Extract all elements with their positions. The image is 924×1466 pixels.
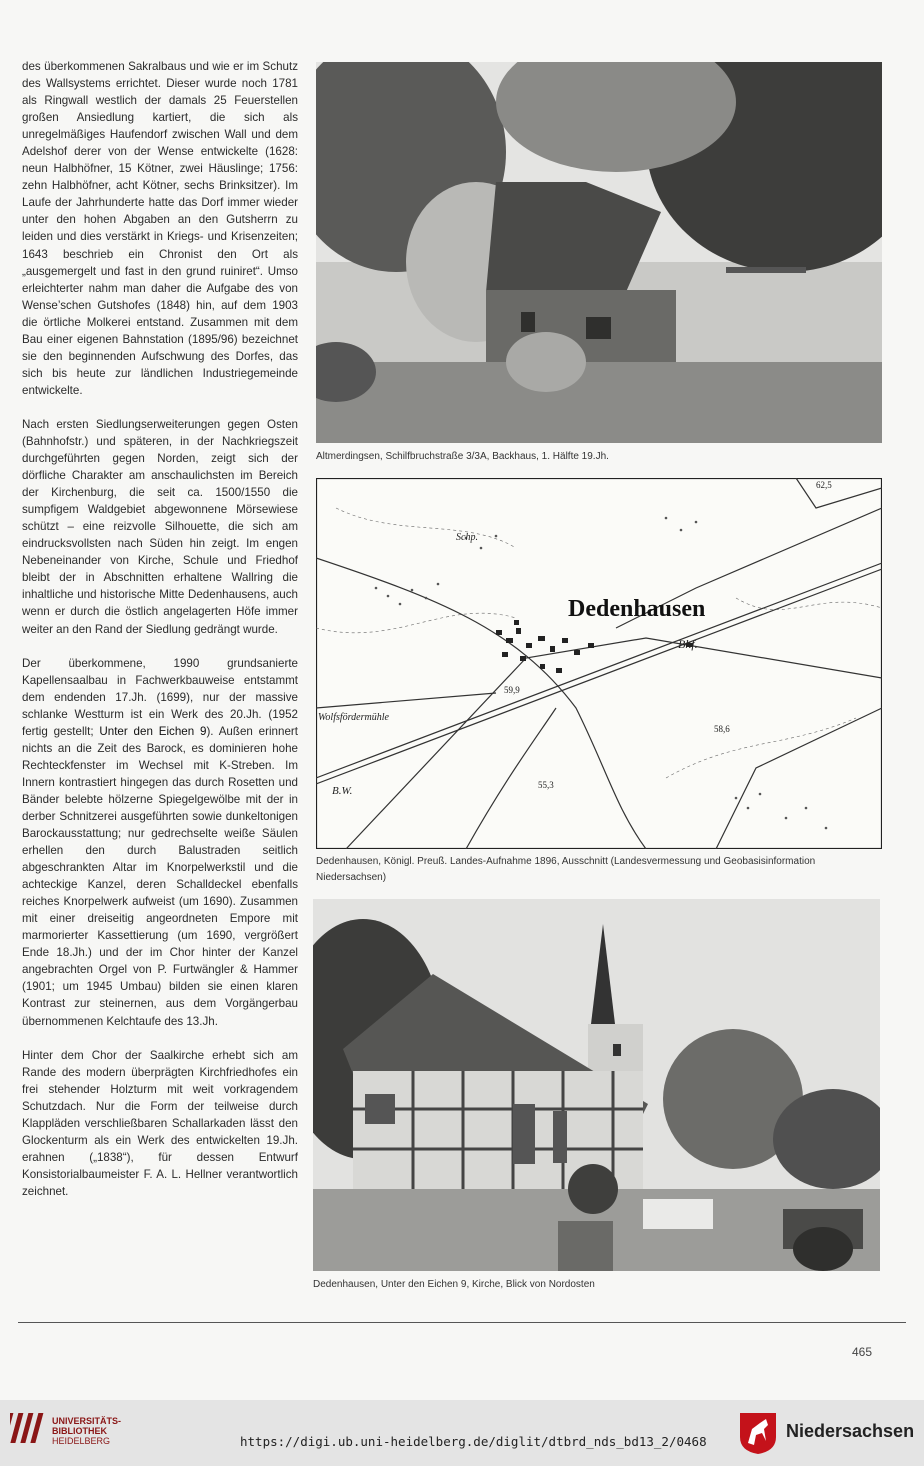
- address-reference: Unter den Eichen 9: [99, 724, 207, 738]
- caption-fig2: Dedenhausen, Königl. Preuß. Landes-Aufnahme 1896, Ausschnitt (Landesvermessung und Geobasisinformation Niedersachsen): [316, 856, 816, 883]
- map-town-label: Dedenhausen: [568, 596, 706, 622]
- niedersachsen-horse-icon[interactable]: [738, 1411, 778, 1455]
- map-mill-label: Wolfsfördermühle: [318, 712, 389, 723]
- map-elevation-4: 62,5: [816, 480, 832, 490]
- map-bhf-label: Bhf.: [678, 637, 698, 651]
- uni-line-2: BIBLIOTHEK: [52, 1426, 107, 1436]
- paragraph-4: Hinter dem Chor der Saalkirche erhebt sich am Rande des modern überprägten Kirchfriedhofes ein frei stehender Holzturm mit weit vorkragendem Schutzdach. Nur die Form der teilweise durch Klappläden verschließbaren Schallarkaden lässt den Glockenturm als ein Werk des entwickelten 19.Jh. erahnen („1838“), für dessen Entwurf Konsistorialbaumeister F. A. L. Hellner verantwortlich zeichnet.: [22, 1048, 298, 1198]
- niedersachsen-brand: Niedersachsen: [786, 1421, 915, 1441]
- page-number: 465: [852, 1345, 873, 1359]
- source-url-link[interactable]: https://digi.ub.uni-heidelberg.de/diglit/dtbrd_nds_bd13_2/0468: [240, 1434, 707, 1449]
- paragraph-3: [22, 655, 298, 1030]
- uni-line-3: HEIDELBERG: [52, 1436, 111, 1446]
- university-name: [52, 1416, 121, 1446]
- paragraph-2: Nach ersten Siedlungserweiterungen gegen Osten (Bahnhofstr.) und späteren, in der Nachkriegszeit durchgeführten gegen Norden, zeigt sich der dörfliche Charakter am anschaulichsten im Bereich der Kirchenburg, die seit ca. 1500/1550 die sumpfigem Waldgebiet abgewonnene Mörsewiese schützt – eine reizvolle Silhouette, die sich am eindrucksvollsten nach Süden hin zeigt. Im engen Nebeneinander von Kirche, Schule und Friedhof bleibt der in Abschnitten erhaltene Wallring die inhaltliche und historische Mitte Dedenhausens, auch wenn er durch die östlich angelagerten Höfe immer weiter an den Rand der Siedlung gedrängt wurde.: [22, 417, 298, 636]
- church-photo: [313, 899, 880, 1271]
- body-text-column: [22, 58, 298, 1217]
- paragraph-3-start: Der überkommene, 1990 grundsanierte Kapellensaalbau in Fachwerkbauweise entstammt dem endenden 17.Jh. (1699), nur der massive schlanke Westturm ist ein Werk des 20.Jh. (1952 fertig gestellt;: [22, 656, 298, 738]
- historical-map: [316, 478, 882, 849]
- uni-line-1: UNIVERSITÄTS-: [52, 1416, 122, 1426]
- map-bw-label: B.W.: [332, 785, 353, 797]
- map-elevation-2: 59,9: [504, 685, 520, 695]
- footer-bar: [0, 1400, 924, 1466]
- footer-rule: [18, 1322, 906, 1323]
- map-elevation-3: 55,3: [538, 780, 554, 790]
- map-elevation-1: 58,6: [714, 724, 730, 734]
- backhaus-photo: [316, 62, 882, 443]
- paragraph-1: des überkommenen Sakralbaus und wie er im Schutz des Wallsystems errichtet. Dieser wurde noch 1781 als Ringwall westlich der damals 25 Feuerstellen großen Ansiedlung kartiert, die sich als unregelmäßiges Haufendorf zwischen Wall und dem Adelshof derer von der Wense entwickelte (1628: neun Halbhöfner, 15 Kötner, zwei Häuslinge; 1756: zehn Halbhöfner, acht Kötner, sechs Brinksitzer). Im Laufe der Jahrhunderte hatte das Dorf immer wieder unter den hohen Abgaben an den Gutsherrn zu leiden und dies verstärkt in Kriegs- und Krisenzeiten; 1643 beschrieb ein Chronist den Ort als „ausgemergelt und fast in den grund ruiniret“. Umso erleichterter nahm man daher die Aufgabe des von Wense’schen Gutshofes (1848) hin, auf dem 1903 die örtliche Molkerei entstand. Zusammen mit dem Bau einer eigenen Bahnstation (1895/96) bezeichnet sie den beginnenden Aufschwung des Dorfes, das sich bis heute zur ländlichen Industriegemeinde entwickelte.: [22, 60, 298, 397]
- paragraph-3-end: ). Außen erinnert nichts an die Zeit des Barock, es dominieren hohe Rechteckfenster im Wechsel mit K-Streben. Im Innern kontrastiert hingegen das durch Rosetten und Bänder belebte hölzerne Spiegelgewölbe mit der in derber Schnitzerei ausgeführten sowie dunkeltonigen Barockausstattung; nur gedrechselte weiße Säulen erhellen den durch Balustraden seitlich abgeschrankten Altar im Knorpelwerkstil und die achteckige Kanzel, deren Schalldeckel ebenfalls reiches Knorpelwerk aufweist (um 1690). Zusammen mit einer dreiseitig angeordneten Empore mit marmorierter Kassettierung (um 1690, vergrößert Ende 18.Jh.) und der im Chor hinter der Kanzel angebrachten Orgel von P. Furtwängler & Hammer (1901; um 1945 Umbau) bilden sie einen klaren Kontrast zur steinernen, aus dem Vorgängerbau übernommenen Kelchtaufe des 13.Jh.: [22, 724, 298, 1028]
- caption-fig1: Altmerdingsen, Schilfbruchstraße 3/3A, Backhaus, 1. Hälfte 19.Jh.: [316, 451, 609, 462]
- caption-fig3: Dedenhausen, Unter den Eichen 9, Kirche, Blick von Nordosten: [313, 1279, 595, 1290]
- map-schp-label: Schp.: [456, 532, 478, 543]
